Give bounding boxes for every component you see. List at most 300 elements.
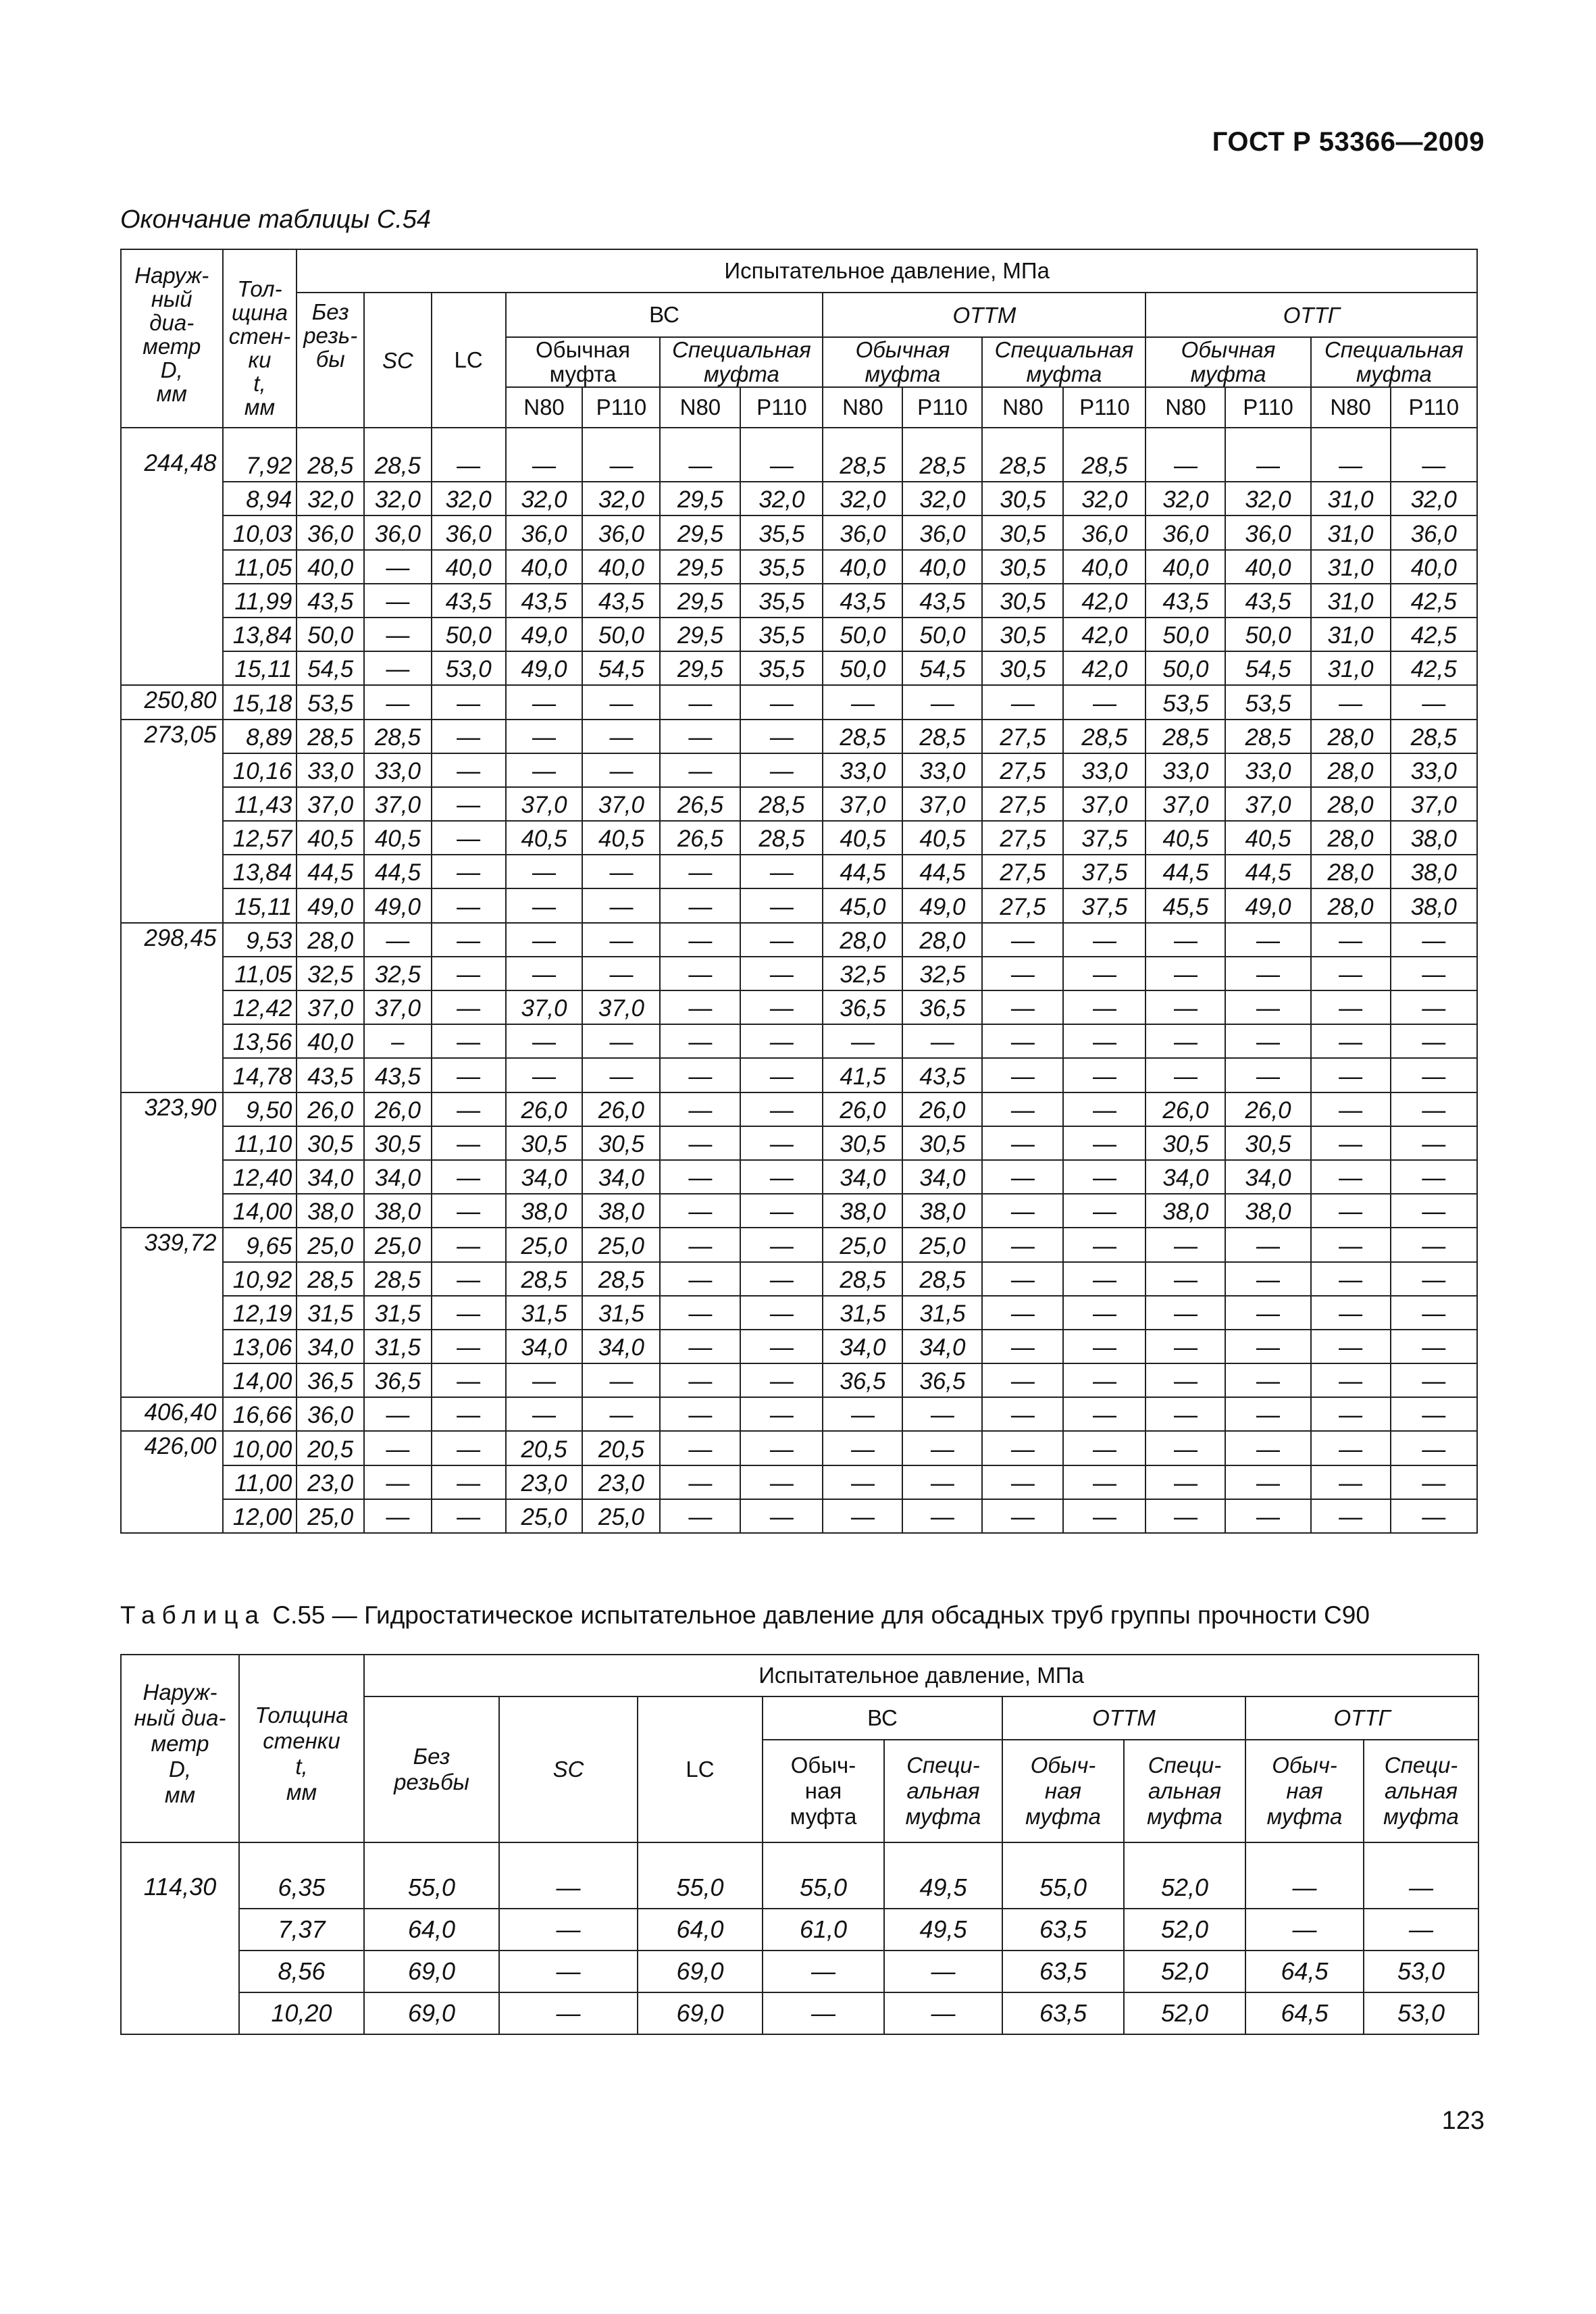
pressure-cell: 28,0 xyxy=(823,923,902,957)
pressure-cell: 37,0 xyxy=(1145,787,1225,821)
pressure-cell: 40,5 xyxy=(582,821,660,855)
pressure-cell: 32,0 xyxy=(582,482,660,515)
pressure-cell: 53,0 xyxy=(1364,1951,1478,1992)
pressure-cell: 28,5 xyxy=(740,787,823,821)
pressure-cell: 27,5 xyxy=(982,888,1063,922)
pressure-cell: 36,0 xyxy=(1063,515,1145,549)
grade-p110: P110 xyxy=(902,387,982,428)
table-row xyxy=(121,1160,1477,1194)
pressure-cell: — xyxy=(1225,1363,1310,1397)
wall-cell: 13,84 xyxy=(223,855,297,888)
grade-n80: N80 xyxy=(1311,387,1391,428)
pressure-cell: — xyxy=(823,685,902,719)
t2-bc-regular: Обыч- ная муфта xyxy=(763,1740,884,1842)
pressure-cell: 35,5 xyxy=(740,550,823,584)
pressure-cell: 40,5 xyxy=(1145,821,1225,855)
pressure-cell: 40,0 xyxy=(582,550,660,584)
pressure-cell: — xyxy=(982,1024,1063,1058)
pressure-cell: — xyxy=(1063,1126,1145,1160)
pressure-cell: 55,0 xyxy=(763,1867,884,1909)
spacer-row xyxy=(121,428,1477,449)
grade-p110: P110 xyxy=(582,387,660,428)
pressure-cell: 37,0 xyxy=(364,787,432,821)
wall-cell: 11,10 xyxy=(223,1126,297,1160)
pressure-cell: — xyxy=(660,1058,740,1092)
pressure-cell: — xyxy=(1063,1160,1145,1194)
pressure-cell: 54,5 xyxy=(1225,651,1310,685)
pressure-cell: — xyxy=(740,1194,823,1228)
pressure-cell: — xyxy=(582,888,660,922)
pressure-cell: — xyxy=(432,1397,506,1431)
pressure-cell: 33,0 xyxy=(364,753,432,787)
pressure-cell: 49,0 xyxy=(297,888,364,922)
standard-number: ГОСТ Р 53366—2009 xyxy=(1212,127,1485,157)
pressure-cell: 28,5 xyxy=(740,821,823,855)
pressure-cell: 50,0 xyxy=(1145,618,1225,651)
pressure-cell: 32,5 xyxy=(364,957,432,990)
pressure-cell: — xyxy=(1391,1092,1477,1126)
pressure-cell: — xyxy=(432,1092,506,1126)
wall-cell: 8,56 xyxy=(239,1951,364,1992)
pressure-cell: 28,5 xyxy=(364,449,432,482)
pressure-cell: 32,5 xyxy=(297,957,364,990)
table-row xyxy=(121,888,1477,922)
pressure-cell: — xyxy=(902,685,982,719)
pressure-cell: 37,0 xyxy=(364,990,432,1024)
pressure-cell: — xyxy=(982,1465,1063,1499)
pressure-cell: 29,5 xyxy=(660,482,740,515)
pressure-cell: 49,0 xyxy=(506,618,583,651)
pressure-cell: — xyxy=(432,1262,506,1296)
pressure-cell: — xyxy=(660,1363,740,1397)
pressure-cell: — xyxy=(1391,1499,1477,1533)
pressure-cell: 34,0 xyxy=(364,1160,432,1194)
wall-cell: 12,19 xyxy=(223,1296,297,1330)
pressure-cell: 44,5 xyxy=(1145,855,1225,888)
pressure-cell: 36,5 xyxy=(364,1363,432,1397)
pressure-cell: 53,0 xyxy=(1364,1992,1478,2034)
wall-cell: 15,18 xyxy=(223,685,297,719)
pressure-cell: 50,0 xyxy=(823,618,902,651)
pressure-cell: — xyxy=(884,1992,1002,2034)
pressure-cell: — xyxy=(1063,923,1145,957)
pressure-cell: 31,5 xyxy=(582,1296,660,1330)
pressure-cell: 63,5 xyxy=(1002,1951,1124,1992)
pressure-cell: 28,5 xyxy=(823,1262,902,1296)
col-lc-header: LC xyxy=(432,293,506,428)
pressure-cell: 34,0 xyxy=(506,1160,583,1194)
wall-cell: 10,92 xyxy=(223,1262,297,1296)
pressure-cell: 31,0 xyxy=(1311,584,1391,618)
pressure-cell: 37,0 xyxy=(582,787,660,821)
pressure-cell: — xyxy=(1391,990,1477,1024)
pressure-cell: — xyxy=(982,1092,1063,1126)
pressure-cell: 38,0 xyxy=(582,1194,660,1228)
t2-ottm-regular: Обыч- ная муфта xyxy=(1002,1740,1124,1842)
diameter-cell: 250,80 xyxy=(121,685,223,719)
pressure-cell: 50,0 xyxy=(1225,618,1310,651)
pressure-cell: 69,0 xyxy=(364,1992,499,2034)
diameter-cell: 323,90 xyxy=(121,1092,223,1228)
pressure-cell: 29,5 xyxy=(660,618,740,651)
pressure-cell: — xyxy=(499,1867,638,1909)
pressure-cell: — xyxy=(1225,957,1310,990)
table-row xyxy=(121,584,1477,618)
pressure-cell: — xyxy=(740,753,823,787)
pressure-cell: 33,0 xyxy=(297,753,364,787)
pressure-cell: 29,5 xyxy=(660,584,740,618)
pressure-cell: 40,0 xyxy=(506,550,583,584)
pressure-cell: — xyxy=(902,1397,982,1431)
pressure-cell: 43,5 xyxy=(902,1058,982,1092)
group-bc-header: ВС xyxy=(506,293,823,337)
pressure-cell: — xyxy=(1311,685,1391,719)
pressure-cell: — xyxy=(982,957,1063,990)
pressure-cell: — xyxy=(740,449,823,482)
pressure-cell: — xyxy=(432,753,506,787)
pressure-cell: 32,0 xyxy=(1145,482,1225,515)
diameter-cell: 339,72 xyxy=(121,1228,223,1397)
wall-cell: 11,05 xyxy=(223,550,297,584)
pressure-cell: 37,0 xyxy=(297,787,364,821)
pressure-cell: — xyxy=(884,1951,1002,1992)
pressure-cell: — xyxy=(506,685,583,719)
table-row xyxy=(121,1992,1478,2034)
pressure-cell: — xyxy=(1063,1363,1145,1397)
pressure-cell: 63,5 xyxy=(1002,1909,1124,1951)
pressure-cell: 36,0 xyxy=(1391,515,1477,549)
pressure-cell: 40,5 xyxy=(902,821,982,855)
table-row xyxy=(121,1228,1477,1261)
pressure-cell: 30,5 xyxy=(982,584,1063,618)
pressure-cell: — xyxy=(660,1092,740,1126)
grade-n80: N80 xyxy=(660,387,740,428)
wall-cell: 11,00 xyxy=(223,1465,297,1499)
pressure-cell: 25,0 xyxy=(364,1228,432,1261)
pressure-cell: — xyxy=(582,720,660,753)
pressure-cell: 28,0 xyxy=(1311,888,1391,922)
pressure-cell: — xyxy=(432,957,506,990)
table-row xyxy=(121,1262,1477,1296)
wall-cell: 16,66 xyxy=(223,1397,297,1431)
pressure-cell: 35,5 xyxy=(740,584,823,618)
pressure-cell: — xyxy=(1063,1296,1145,1330)
pressure-cell: 25,0 xyxy=(582,1499,660,1533)
pressure-cell: — xyxy=(582,1363,660,1397)
pressure-cell: — xyxy=(1391,1262,1477,1296)
pressure-cell: — xyxy=(1311,1330,1391,1363)
pressure-cell: — xyxy=(740,1092,823,1126)
pressure-cell: 55,0 xyxy=(638,1867,763,1909)
pressure-cell: 37,5 xyxy=(1063,821,1145,855)
pressure-cell: 37,0 xyxy=(1225,787,1310,821)
pressure-cell: — xyxy=(499,1909,638,1951)
pressure-cell: — xyxy=(432,449,506,482)
grade-p110: P110 xyxy=(1391,387,1477,428)
pressure-cell: 28,5 xyxy=(982,449,1063,482)
pressure-cell: — xyxy=(1225,1228,1310,1261)
pressure-cell: — xyxy=(1145,1228,1225,1261)
pressure-cell: — xyxy=(1311,1092,1391,1126)
pressure-cell: — xyxy=(364,1431,432,1465)
pressure-cell: 34,0 xyxy=(1225,1160,1310,1194)
table-row xyxy=(121,855,1477,888)
table-row xyxy=(121,1951,1478,1992)
pressure-cell: — xyxy=(1225,1431,1310,1465)
pressure-cell: 42,0 xyxy=(1063,584,1145,618)
pressure-cell: — xyxy=(660,888,740,922)
pressure-cell: 36,5 xyxy=(902,1363,982,1397)
pressure-cell: 36,5 xyxy=(823,990,902,1024)
pressure-cell: — xyxy=(763,1951,884,1992)
pressure-cell: — xyxy=(364,1465,432,1499)
pressure-cell: 38,0 xyxy=(1391,888,1477,922)
pressure-cell: — xyxy=(902,1499,982,1533)
pressure-cell: — xyxy=(582,1058,660,1092)
pressure-cell: — xyxy=(1391,685,1477,719)
pressure-cell: 26,0 xyxy=(902,1092,982,1126)
pressure-cell: — xyxy=(1063,1092,1145,1126)
pressure-cell: — xyxy=(506,1058,583,1092)
wall-cell: 12,00 xyxy=(223,1499,297,1533)
pressure-cell: 28,5 xyxy=(582,1262,660,1296)
pressure-cell: — xyxy=(1311,449,1391,482)
table-row xyxy=(121,449,1477,482)
pressure-cell: 36,0 xyxy=(297,515,364,549)
pressure-cell: — xyxy=(432,685,506,719)
pressure-cell: — xyxy=(740,855,823,888)
wall-cell: 14,78 xyxy=(223,1058,297,1092)
wall-cell: 10,00 xyxy=(223,1431,297,1465)
pressure-cell: — xyxy=(1391,1465,1477,1499)
table-row xyxy=(121,821,1477,855)
pressure-cell: 34,0 xyxy=(582,1330,660,1363)
pressure-cell: 28,0 xyxy=(1311,720,1391,753)
pressure-cell: — xyxy=(1145,1296,1225,1330)
pressure-cell: — xyxy=(740,1363,823,1397)
pressure-cell: 40,0 xyxy=(297,1024,364,1058)
pressure-cell: 43,5 xyxy=(364,1058,432,1092)
pressure-cell: 31,5 xyxy=(902,1296,982,1330)
pressure-cell: 25,0 xyxy=(582,1228,660,1261)
pressure-cell: 42,5 xyxy=(1391,584,1477,618)
pressure-cell: — xyxy=(1225,1024,1310,1058)
pressure-cell: 34,0 xyxy=(582,1160,660,1194)
table-c54-caption: Окончание таблицы С.54 xyxy=(120,205,432,234)
table-row xyxy=(121,1126,1477,1160)
pressure-cell: 43,5 xyxy=(432,584,506,618)
wall-cell: 13,56 xyxy=(223,1024,297,1058)
pressure-cell: — xyxy=(660,990,740,1024)
pressure-cell: 44,5 xyxy=(823,855,902,888)
pressure-cell: 40,0 xyxy=(902,550,982,584)
col-wall-header xyxy=(223,249,297,428)
grade-n80: N80 xyxy=(823,387,902,428)
pressure-cell: — xyxy=(506,753,583,787)
pressure-cell: — xyxy=(1311,1126,1391,1160)
pressure-cell: 37,0 xyxy=(902,787,982,821)
pressure-cell: — xyxy=(1225,1397,1310,1431)
pressure-cell: — xyxy=(1063,1058,1145,1092)
pressure-cell: 26,0 xyxy=(506,1092,583,1126)
wall-cell: 12,42 xyxy=(223,990,297,1024)
pressure-cell: — xyxy=(1391,1160,1477,1194)
pressure-cell: 52,0 xyxy=(1124,1992,1245,2034)
pressure-cell: 28,5 xyxy=(297,1262,364,1296)
pressure-cell: 40,0 xyxy=(1063,550,1145,584)
pressure-cell: 42,0 xyxy=(1063,651,1145,685)
pressure-cell: 32,0 xyxy=(1391,482,1477,515)
pressure-cell: — xyxy=(1391,449,1477,482)
pressure-cell: 43,5 xyxy=(1225,584,1310,618)
ottm-regular-coupling: Обычная муфта xyxy=(823,337,982,387)
wall-cell: 11,43 xyxy=(223,787,297,821)
table-row xyxy=(121,1499,1477,1533)
wall-cell: 15,11 xyxy=(223,888,297,922)
t2-group-bc: ВС xyxy=(763,1696,1002,1740)
pressure-cell: — xyxy=(506,1024,583,1058)
pressure-cell: 49,0 xyxy=(506,651,583,685)
pressure-cell: 30,5 xyxy=(823,1126,902,1160)
pressure-cell: — xyxy=(982,1363,1063,1397)
pressure-cell: — xyxy=(1063,957,1145,990)
table-c55-body xyxy=(121,1842,1478,2034)
pressure-cell: — xyxy=(1145,923,1225,957)
pressure-cell: 26,5 xyxy=(660,787,740,821)
pressure-cell: 34,0 xyxy=(506,1330,583,1363)
pressure-cell: 36,5 xyxy=(823,1363,902,1397)
pressure-cell: – xyxy=(364,1024,432,1058)
pressure-cell: 40,5 xyxy=(364,821,432,855)
pressure-cell: — xyxy=(982,1058,1063,1092)
pressure-cell: 28,0 xyxy=(902,923,982,957)
wall-cell: 8,89 xyxy=(223,720,297,753)
pressure-cell: 52,0 xyxy=(1124,1951,1245,1992)
pressure-cell: 44,5 xyxy=(364,855,432,888)
pressure-cell: — xyxy=(740,957,823,990)
pressure-cell: — xyxy=(1145,1465,1225,1499)
pressure-cell: 50,0 xyxy=(297,618,364,651)
pressure-cell: 26,0 xyxy=(823,1092,902,1126)
col-outer-diameter-label: Наруж- ный диа- метр D, мм xyxy=(134,263,209,406)
pressure-cell: 28,5 xyxy=(823,449,902,482)
table-row xyxy=(121,685,1477,719)
pressure-cell: 37,5 xyxy=(1063,888,1145,922)
pressure-cell: 40,0 xyxy=(1145,550,1225,584)
pressure-cell: — xyxy=(740,1431,823,1465)
table-row xyxy=(121,1296,1477,1330)
pressure-cell: — xyxy=(1245,1867,1364,1909)
pressure-cell: — xyxy=(432,1160,506,1194)
pressure-cell: 69,0 xyxy=(638,1951,763,1992)
pressure-cell: 30,5 xyxy=(1145,1126,1225,1160)
pressure-cell: — xyxy=(499,1992,638,2034)
pressure-cell: — xyxy=(582,1397,660,1431)
pressure-cell: 49,5 xyxy=(884,1867,1002,1909)
table-c54-body xyxy=(121,428,1477,1533)
pressure-cell: — xyxy=(823,1024,902,1058)
diameter-cell: 426,00 xyxy=(121,1431,223,1533)
pressure-cell: 20,5 xyxy=(297,1431,364,1465)
pressure-cell: 36,0 xyxy=(823,515,902,549)
pressure-cell: 64,5 xyxy=(1245,1992,1364,2034)
pressure-cell: — xyxy=(432,1058,506,1092)
pressure-cell: — xyxy=(1311,957,1391,990)
pressure-cell: 36,0 xyxy=(506,515,583,549)
wall-cell: 13,06 xyxy=(223,1330,297,1363)
pressure-cell: 32,0 xyxy=(1063,482,1145,515)
wall-cell: 8,94 xyxy=(223,482,297,515)
table-row xyxy=(121,1465,1477,1499)
pressure-cell: — xyxy=(740,888,823,922)
ottg-regular-coupling: Обычная муфта xyxy=(1145,337,1310,387)
pressure-cell: 33,0 xyxy=(1225,753,1310,787)
pressure-cell: — xyxy=(660,1465,740,1499)
pressure-cell: — xyxy=(506,923,583,957)
pressure-cell: 27,5 xyxy=(982,787,1063,821)
pressure-cell: 36,0 xyxy=(1225,515,1310,549)
pressure-cell: 37,0 xyxy=(1063,787,1145,821)
pressure-cell: 50,0 xyxy=(1145,651,1225,685)
pressure-cell: 30,5 xyxy=(506,1126,583,1160)
pressure-cell: — xyxy=(902,1465,982,1499)
pressure-cell: — xyxy=(506,855,583,888)
pressure-cell: 28,5 xyxy=(1063,449,1145,482)
pressure-cell: — xyxy=(740,990,823,1024)
pressure-cell: 28,0 xyxy=(1311,753,1391,787)
pressure-cell: 40,0 xyxy=(297,550,364,584)
pressure-cell: — xyxy=(740,1024,823,1058)
pressure-cell: 49,0 xyxy=(364,888,432,922)
pressure-cell: — xyxy=(740,1499,823,1533)
pressure-cell: — xyxy=(1225,1499,1310,1533)
pressure-cell: 31,5 xyxy=(297,1296,364,1330)
wall-cell: 10,16 xyxy=(223,753,297,787)
wall-cell: 7,92 xyxy=(223,449,297,482)
pressure-cell: — xyxy=(660,1024,740,1058)
pressure-cell: — xyxy=(506,888,583,922)
table-row xyxy=(121,990,1477,1024)
pressure-cell: — xyxy=(823,1431,902,1465)
pressure-cell: 20,5 xyxy=(582,1431,660,1465)
pressure-cell: 29,5 xyxy=(660,550,740,584)
pressure-cell: 43,5 xyxy=(506,584,583,618)
pressure-cell: 32,0 xyxy=(364,482,432,515)
pressure-cell: 34,0 xyxy=(902,1330,982,1363)
pressure-cell: — xyxy=(1311,990,1391,1024)
pressure-cell: — xyxy=(582,923,660,957)
wall-cell: 15,11 xyxy=(223,651,297,685)
grade-p110: P110 xyxy=(1063,387,1145,428)
pressure-cell: 38,0 xyxy=(506,1194,583,1228)
pressure-cell: — xyxy=(1145,1431,1225,1465)
pressure-cell: 54,5 xyxy=(582,651,660,685)
table-row xyxy=(121,1867,1478,1909)
pressure-cell: 55,0 xyxy=(1002,1867,1124,1909)
pressure-cell: — xyxy=(1063,1194,1145,1228)
pressure-cell: 29,5 xyxy=(660,515,740,549)
pressure-cell: — xyxy=(740,1126,823,1160)
ottm-special-coupling: Специальная муфта xyxy=(982,337,1145,387)
pressure-cell: 31,0 xyxy=(1311,515,1391,549)
pressure-cell: — xyxy=(982,1160,1063,1194)
pressure-cell: 25,0 xyxy=(506,1499,583,1533)
pressure-cell: — xyxy=(506,1397,583,1431)
table-row xyxy=(121,1058,1477,1092)
pressure-cell: 43,5 xyxy=(297,1058,364,1092)
table-row xyxy=(121,923,1477,957)
grade-p110: P110 xyxy=(1225,387,1310,428)
